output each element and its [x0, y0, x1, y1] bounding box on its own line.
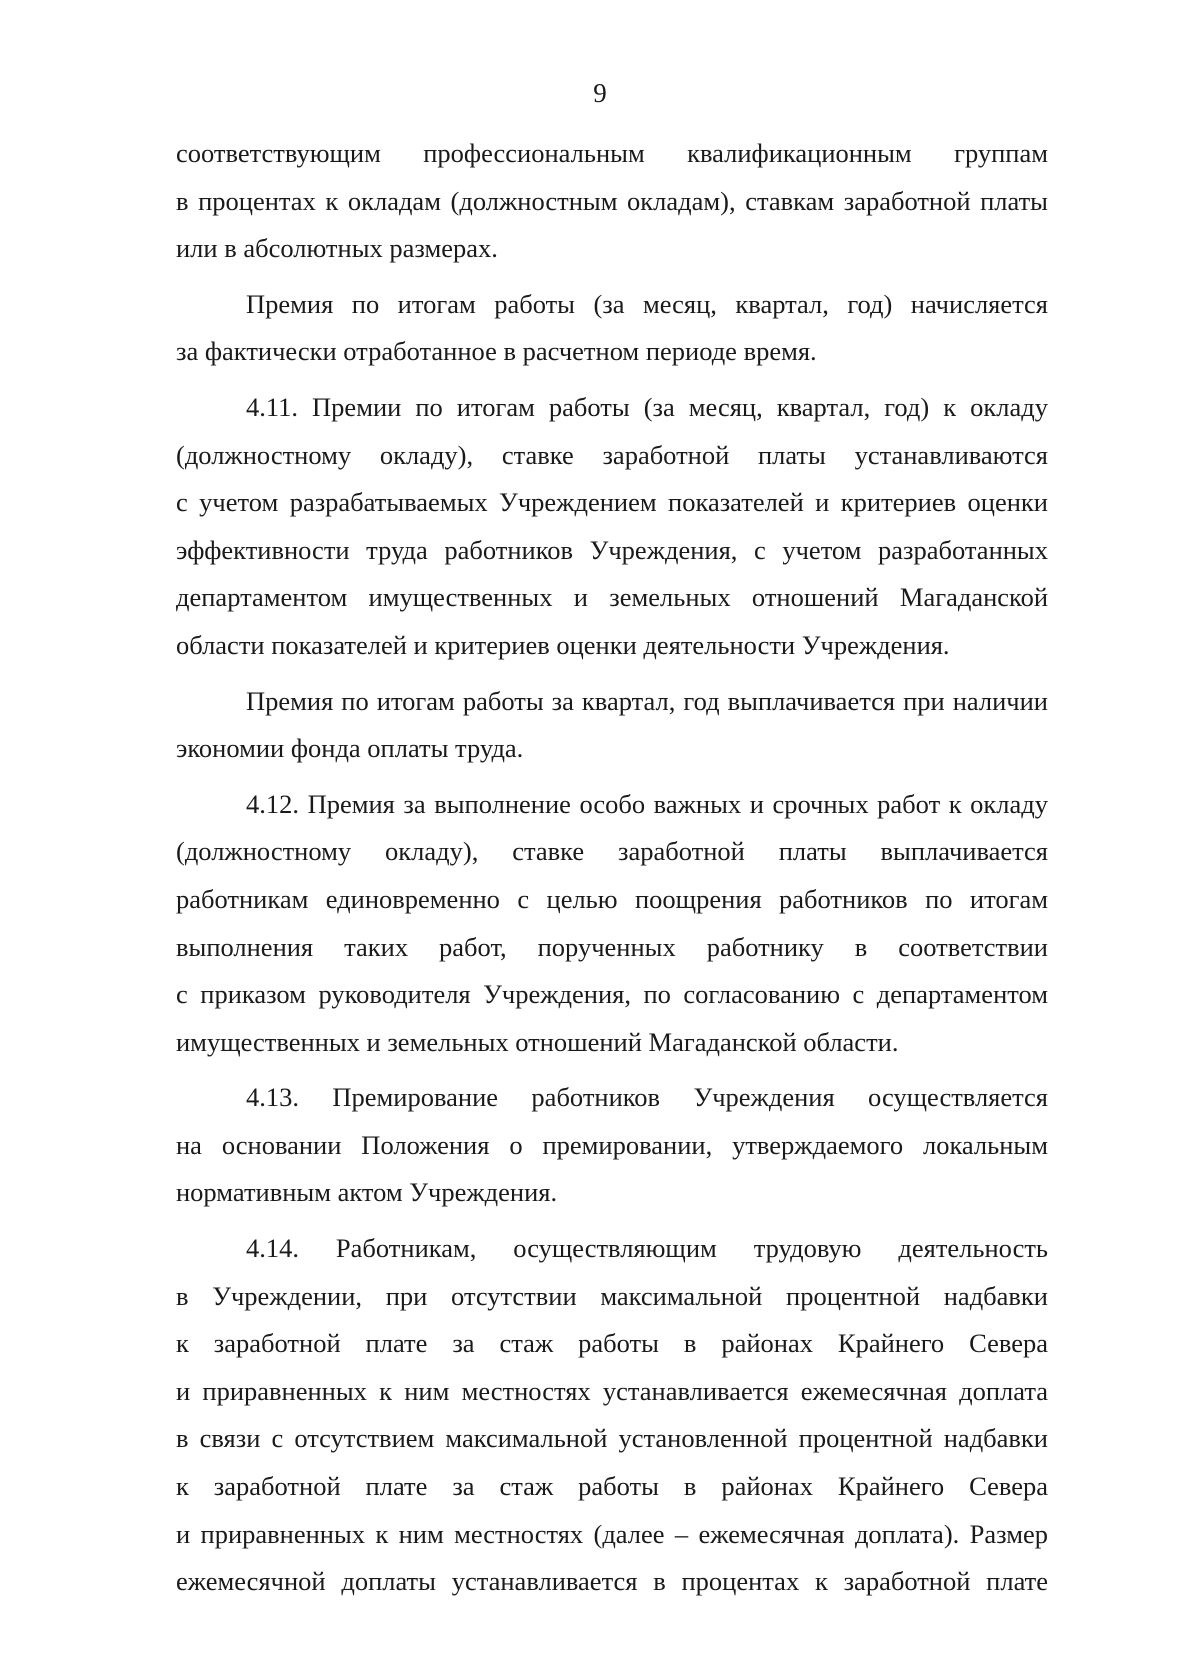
text-line: в Учреждении, при отсутствии максимальной процентной надбавки	[176, 1280, 1048, 1311]
text-line: имущественных и земельных отношений Магаданской области.	[176, 1026, 899, 1057]
text-line: работникам единовременно с целью поощрения работников по итогам	[176, 883, 1048, 914]
text-line: за фактически отработанное в расчетном периоде время.	[176, 336, 817, 367]
text-line: экономии фонда оплаты труда.	[176, 733, 524, 764]
text-line: соответствующим профессиональным квалификационным группам	[176, 138, 1048, 168]
text-line: (должностному окладу), ставке заработной платы выплачивается	[176, 836, 1048, 867]
text-line: 4.12. Премия за выполнение особо важных и срочных работ к окладу	[246, 788, 1048, 819]
paragraph	[176, 130, 1048, 273]
paragraph	[176, 1074, 1048, 1217]
text-line: эффективности труда работников Учреждения, с учетом разработанных	[176, 534, 1048, 565]
text-line: с приказом руководителя Учреждения, по согласованию с департаментом	[176, 979, 1048, 1010]
text-line: в связи с отсутствием максимальной установленной процентной надбавки	[176, 1423, 1048, 1454]
text-line: нормативным актом Учреждения.	[176, 1177, 558, 1208]
paragraph	[176, 678, 1048, 773]
text-line: ежемесячной доплаты устанавливается в процентах к заработной плате	[176, 1566, 1048, 1597]
text-line: 4.11. Премии по итогам работы (за месяц, квартал, год) к окладу	[246, 391, 1048, 422]
text-line: к заработной плате за стаж работы в районах Крайнего Севера	[176, 1328, 1048, 1359]
text-line: Премия по итогам работы (за месяц, квартал, год) начисляется	[246, 288, 1048, 319]
text-line: или в абсолютных размерах.	[176, 233, 498, 264]
text-line: Премия по итогам работы за квартал, год выплачивается при наличии	[246, 685, 1048, 716]
text-line: выполнения таких работ, порученных работнику в соответствии	[176, 931, 1048, 962]
text-line: с учетом разрабатываемых Учреждением показателей и критериев оценки	[176, 487, 1048, 518]
document-body	[176, 130, 1048, 1606]
text-line: и приравненных к ним местностях (далее – ежемесячная доплата). Размер	[176, 1518, 1048, 1549]
text-line: на основании Положения о премировании, утверждаемого локальным	[176, 1129, 1048, 1160]
text-line: и приравненных к ним местностях устанавливается ежемесячная доплата	[176, 1375, 1048, 1406]
text-line: (должностному окладу), ставке заработной платы устанавливаются	[176, 439, 1048, 470]
paragraph	[176, 781, 1048, 1067]
page-number: 9	[593, 78, 607, 108]
text-line: 4.14. Работникам, осуществляющим трудовую деятельность	[246, 1233, 1048, 1264]
text-line: 4.13. Премирование работников Учреждения осуществляется	[246, 1082, 1048, 1113]
paragraph	[176, 384, 1048, 670]
paragraph	[176, 1225, 1048, 1606]
text-line: департаментом имущественных и земельных отношений Магаданской	[176, 582, 1048, 613]
paragraph	[176, 281, 1048, 376]
text-line: в процентах к окладам (должностным окладам), ставкам заработной платы	[176, 185, 1048, 216]
text-line: области показателей и критериев оценки деятельности Учреждения.	[176, 629, 950, 660]
text-line: к заработной плате за стаж работы в районах Крайнего Севера	[176, 1471, 1048, 1502]
